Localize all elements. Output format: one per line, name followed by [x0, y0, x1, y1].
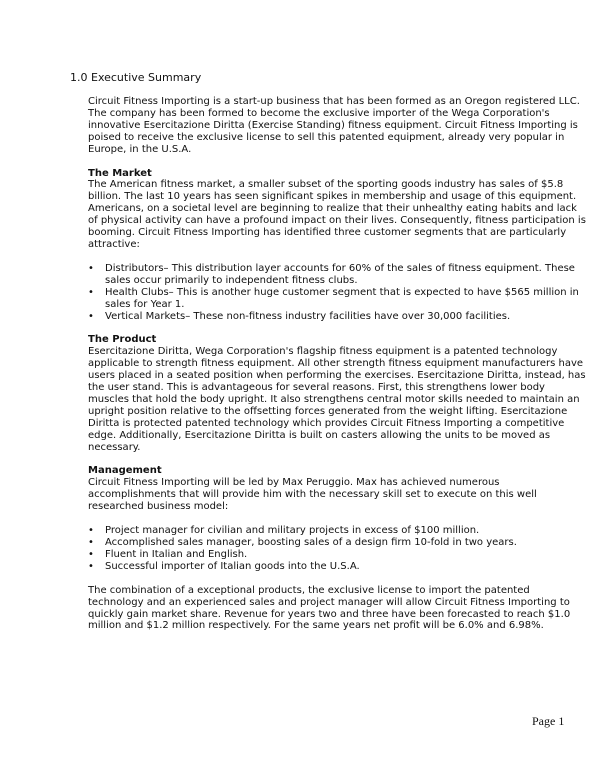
market-segments-list	[88, 263, 588, 323]
product-heading: The Product	[88, 334, 157, 346]
conclusion-paragraph: The combination of a exceptional products, the exclusive license to import the patented technology and an experienced sales and project manager will allow Circuit Fitness Importing to quickly gain market share. Revenue for years two and three have been forecasted to reach $1.0 million and $1.2 million respectively. For the same years net profit will be 6.0% and 6.98%.	[88, 584, 571, 632]
intro-paragraph: Circuit Fitness Importing is a start-up business that has been formed as an Oregon registered LLC. The company has been formed to become the exclusive importer of the Wega Corporation's innovative Esercitazione Diritta (Exercise Standing) fitness equipment. Circuit Fitness Importing is poised to receive the exclusive license to sell this patented equipment, already very popular in Europe, in the U.S.A.	[88, 96, 580, 155]
list-item	[88, 537, 588, 549]
document-body	[88, 96, 588, 632]
market-paragraph: The American fitness market, a smaller subset of the sporting goods industry has sales of $5.8 billion. The last 10 years has seen significant spikes in membership and usage of this equipment. Americans, on a societal level are beginning to realize that their unhealthy eating habits and lack of physical activity can have a profound impact on their lives. Consequently, fitness participation is booming. Circuit Fitness Importing has identified three customer segments that are particularly attractive:	[88, 179, 586, 250]
page-number: Page 1	[532, 714, 565, 728]
bullet-icon: •	[88, 286, 94, 298]
bullet-icon: •	[88, 560, 94, 572]
list-item-text: Accomplished sales manager, boosting sales of a design firm 10-fold in two years.	[105, 537, 517, 548]
bullet-icon: •	[88, 537, 94, 548]
market-heading: The Market	[88, 167, 152, 179]
list-item-text: Health Clubs– This is another huge customer segment that is expected to have $565 million in sales for Year 1.	[105, 286, 579, 310]
bullet-icon: •	[88, 548, 94, 560]
bullet-icon: •	[88, 262, 94, 274]
list-item	[88, 287, 588, 311]
list-item	[88, 525, 588, 537]
list-item	[88, 311, 588, 323]
list-item-text: Project manager for civilian and military projects in excess of $100 million.	[105, 525, 480, 537]
list-item-text: Fluent in Italian and English.	[105, 548, 248, 560]
bullet-icon: •	[88, 310, 94, 322]
product-paragraph: Esercitazione Diritta, Wega Corporation's flagship fitness equipment is a patented technology applicable to strength fitness equipment. All other strength fitness equipment manufacturers have users placed in a seated position when performing the exercises. Esercitazione Diritta, instead, has the user stand. This is advantageous for several reasons. First, this strengthens lower body muscles that hold the body upright. It also strengthens central motor skills needed to maintain an upright position relative to the offsetting forces generated from the weight lifting. Esercitazione Diritta is protected patented technology which provides Circuit Fitness Importing a competitive edge. Additionally, Esercitazione Diritta is built on casters allowing the units to be moved as necessary.	[88, 346, 586, 453]
document-title: 1.0 Executive Summary	[70, 71, 202, 84]
management-heading: Management	[88, 465, 162, 477]
list-item-text: Vertical Markets– These non-fitness industry facilities have over 30,000 facilities.	[105, 310, 511, 322]
list-item-text: Successful importer of Italian goods into the U.S.A.	[105, 560, 360, 572]
management-accomplishments-list	[88, 525, 588, 573]
list-item	[88, 561, 588, 573]
list-item	[88, 549, 588, 561]
list-item	[88, 263, 588, 287]
management-paragraph: Circuit Fitness Importing will be led by Max Peruggio. Max has achieved numerous accomplishments that will provide him with the necessary skill set to execute on this well researched business model:	[88, 477, 537, 513]
bullet-icon: •	[88, 525, 94, 537]
list-item-text: Distributors– This distribution layer accounts for 60% of the sales of fitness equipment. These sales occur primarily to independent fitness clubs.	[105, 262, 575, 286]
